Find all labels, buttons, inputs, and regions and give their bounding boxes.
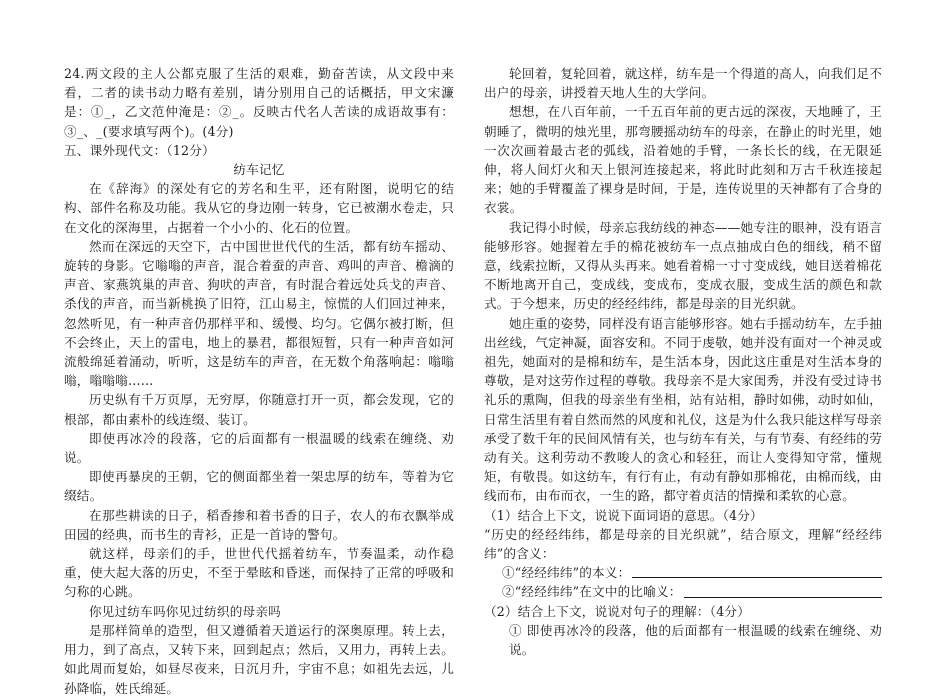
question-1-item-2 [484, 582, 882, 601]
essay-paragraph: 历史纵有千万页厚，无穷厚，你随意打开一页，都会发现，它的根部，都由素朴的线连缀、装订。 [64, 392, 454, 427]
question-2-item-1: ① 即使再冰冷的段落，他的后面都有一根温暖的线索在缠绕、劝说。 [509, 622, 882, 658]
essay-paragraph: 她庄重的姿势，同样没有语言能够形容。她右手摇动纺车，左手抽出丝线，气定神凝，面容安和。不同于虔敬，她并没有面对一个神灵或祖先，她面对的是棉和纺车，是生活本身，因此这庄重是对生活本身的尊敬，是对这劳作过程的尊敬。我母亲不是大家闺秀，并没有受过诗书礼乐的熏陶，但我的母亲坐有坐相，站有站相，静时如佛，动时如仙，日常生活里有着自然而然的风度和礼仪，这是为什么我只能这样写母亲承受了数千年的民间风情有关，也与纺车有关，与有节奏、有经纬的劳动有关。这利劳动不教唆人的贪心和轻狂，而让人变得知守常，懂规矩，有敬畏。如这纺车，有行有止，有动有静如那棉花，由棉而线，由线而布，由布而衣，一生的路，都守着贞洁的情操和柔软的心意。 [484, 315, 882, 504]
essay-paragraph: 就这样，母亲们的手，世世代代摇着纺车，节奏温柔，动作稳重，使大起大落的历史，不至于晕眩和昏迷，而保持了正常的呼吸和匀称的心跳。 [64, 546, 454, 600]
essay-paragraph: 想想，在八百年前，一千五百年前的更古远的深夜，天地睡了，王朝睡了，微明的烛光里，那弯腰摇动纺车的母亲，在静止的时光里，她一次次画着最古老的弧线，沿着她的手臂，一条长长的线，在无限延伸，将人间灯火和天上银河连接起来，将此时此刻和万古千秋连接起来；她的手臂覆盖了裸身是时间，于是，连传说里的天神都有了合身的衣裳。 [484, 104, 882, 216]
essay-paragraph: 在那些耕读的日子，稻香掺和着书香的日子，农人的布衣飘举成田园的经典，而书生的青衫，正是一首诗的警句。 [64, 507, 454, 542]
question-2-title: （2）结合上下文，说说对句子的理解：（4分） [484, 603, 750, 619]
question-1-item-1-label: ①“经经纬纬”的本义： [502, 565, 631, 581]
right-column [484, 64, 882, 659]
essay-paragraph: 即使再冰冷的段落，它的后面都有一根温暖的线索在缠绕、劝说。 [64, 430, 454, 466]
section-five-heading: 五、课外现代文：（12分） [64, 142, 215, 158]
answer-blank-1[interactable] [632, 563, 882, 578]
essay-paragraph: 你见过纺车吗你见过纺织的母亲吗 [89, 603, 281, 619]
question-1-prompt: “历史的经经纬纬，都是母亲的目光织就”，结合原文，理解“经经纬纬”的含义： [484, 526, 882, 562]
question-1-item-2-label: ②“经经纬纬”在文中的比喻义： [502, 584, 682, 600]
answer-blank-2[interactable] [684, 583, 882, 598]
essay-paragraph: 是那样简单的造型，但又遵循着天道运行的深奥原理。转上去，用力，到了高点，又转下来，回到起点；然后，又用力，再转上去。如此周而复始，如昼尽夜来，日沉月升，宇宙不息；如祖先去远，儿孙降临，姓氏绵延。 [64, 622, 454, 696]
essay-title: 纺车记忆 [233, 162, 285, 178]
essay-paragraph: 即使再暴戾的王朝，它的侧面都坐着一架忠厚的纺车，等着为它缀结。 [64, 469, 454, 504]
essay-paragraph: 在《辞海》的深处有它的芳名和生平，还有附图，说明它的结构、部件名称及功能。我从它的身边刚一转身，它已被潮水卷走，只在文化的深海里，占据着一个小小的、化石的位置。 [64, 181, 454, 235]
left-column [64, 64, 454, 698]
essay-paragraph: 我记得小时候，母亲忘我纺线的神态——她专注的眼神，没有语言能够形容。她握着左手的棉花被纺车一点点抽成白色的细线，稍不留意，线索拉断，又得从头再来。她看着棉一寸寸变成线，她目送着棉花不断地离开自己，变成线，变成布，变成衣服，变成生活的颜色和款式。于今想来，历史的经经纬纬，都是母亲的目光织就。 [484, 219, 882, 312]
essay-paragraph: 然而在深远的天空下，古中国世世代代的生活，都有纺车摇动、旋转的身影。它嗡嗡的声音，混合着蚕的声音、鸡叫的声音、檐滴的声音、家燕筑巢的声音、狗吠的声音，有时混合着远处兵戈的声音、杀伐的声音，而当新桃换了旧符，江山易主，惊慌的人们回过神来，忽然听见，有一种声音仍那样平和、缓慢、均匀。它偶尔被打断，但不会终止，天上的雷电，地上的暴君，都很短暂，只有一种声音如河流般绵延着涌动，听听，这是纺车的声音，在无数个角落响起：嗡嗡嗡，嗡嗡嗡…… [64, 238, 454, 389]
question-1-title: （1）结合上下文，说说下面词语的意思。（4分） [484, 507, 763, 523]
essay-paragraph: 轮回着，复轮回着，就这样，纺车是一个得道的高人，向我们足不出户的母亲，讲授着天地人生的大学问。 [484, 66, 882, 101]
question-24: 24.两文段的主人公都克服了生活的艰难，勤奋苦读，从文段中来看，二者的读书动力略有差别，请分别用自己的话概括，甲文宋濂是：①_，乙文范仲淹是：②_。反映古代名人苦读的成语故事有：③_、_(要求填写两个)。(4分) [64, 66, 454, 139]
question-1-item-1 [484, 563, 882, 582]
